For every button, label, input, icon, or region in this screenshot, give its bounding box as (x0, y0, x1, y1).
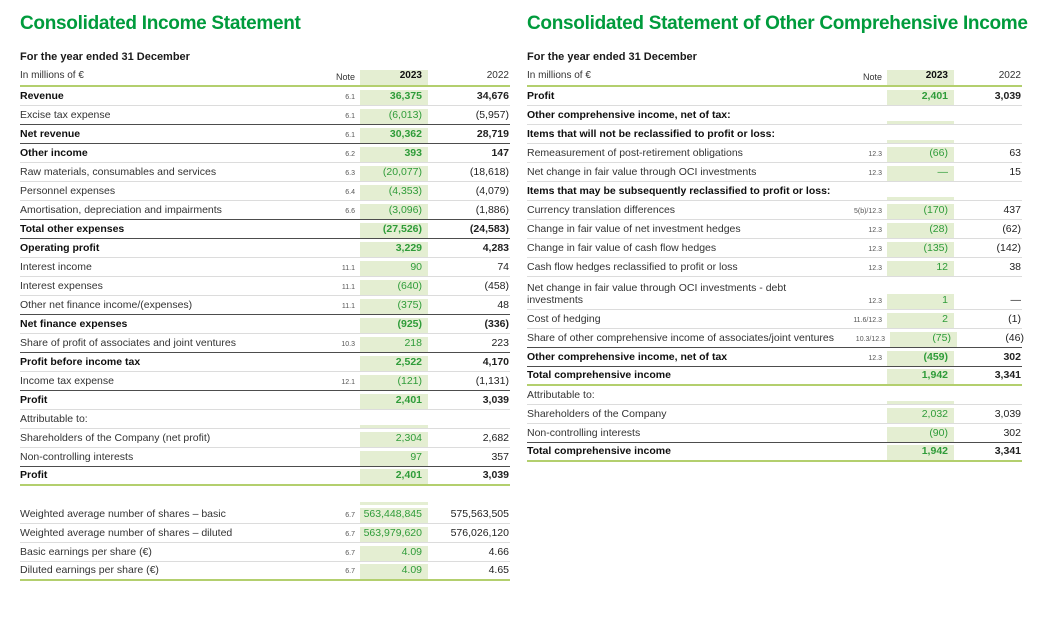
row-label: Attributable to: (527, 389, 595, 401)
table-header-row (527, 69, 1022, 87)
row-label: Weighted average number of shares – basic (20, 508, 226, 520)
value-2022 (954, 401, 1022, 404)
value-2022: (1,886) (475, 204, 509, 216)
row-label: Shareholders of the Company (527, 408, 667, 420)
table-header-row (20, 69, 510, 87)
value-2023: (6,013) (360, 109, 428, 124)
row-label: Share of other comprehensive income of associates/joint ventures (527, 332, 834, 344)
value-2022: 223 (491, 337, 509, 349)
row-label: Total other expenses (20, 223, 125, 235)
row-label: Personnel expenses (20, 185, 116, 197)
value-2022: 576,026,120 (450, 527, 509, 539)
table-row (527, 220, 1022, 239)
value-2022: 3,341 (994, 369, 1021, 381)
row-note: 5(b)/12.3 (853, 208, 882, 215)
row-note: 12.3 (868, 265, 882, 272)
row-label: Other comprehensive income, net of tax: (527, 109, 731, 121)
row-note (831, 457, 887, 460)
row-label: Profit before income tax (20, 356, 141, 368)
value-2023 (887, 401, 954, 404)
value-2022: 15 (1009, 166, 1021, 178)
table-row (20, 467, 510, 486)
table-row (527, 443, 1022, 462)
table-row (20, 144, 510, 163)
row-note (316, 463, 360, 466)
row-note: 6.7 (345, 568, 355, 575)
value-2022: 4,170 (482, 356, 509, 368)
column-header-unit: In millions of € (20, 70, 84, 81)
value-2022: 63 (1009, 147, 1021, 159)
value-2022: (5,957) (475, 109, 509, 121)
value-2023: (3,096) (360, 204, 428, 219)
row-label: Profit (20, 469, 48, 481)
value-2022: (46) (1005, 332, 1024, 344)
table-row (20, 505, 510, 524)
value-2023: (66) (887, 147, 954, 162)
value-2023: (459) (887, 351, 954, 366)
table-row (20, 239, 510, 258)
row-label: Amortisation, depreciation and impairments (20, 204, 222, 216)
column-header-note: Note (335, 72, 355, 82)
row-label: Total comprehensive income (527, 369, 671, 381)
value-2022: 4.66 (488, 546, 509, 558)
value-2023: 12 (887, 261, 954, 276)
comprehensive-income-section (527, 13, 1028, 462)
row-note (316, 254, 360, 257)
row-label: Net finance expenses (20, 318, 128, 330)
column-header-note: Note (862, 72, 882, 82)
row-label: Non-controlling interests (20, 451, 134, 463)
column-header-2022: 2022 (998, 70, 1021, 81)
value-2023: (925) (360, 318, 428, 333)
value-2022: — (1010, 294, 1021, 306)
value-2023: 30,362 (360, 128, 428, 143)
value-2023: 90 (360, 261, 428, 276)
value-2023: 4.09 (360, 546, 428, 561)
value-2022: 34,676 (476, 90, 509, 102)
value-2022: (458) (484, 280, 509, 292)
value-2023: (121) (360, 375, 428, 390)
table-row (20, 353, 510, 372)
row-note: 12.3 (868, 355, 882, 362)
row-label: Net revenue (20, 128, 81, 140)
table-row (527, 258, 1022, 277)
table-row (20, 106, 510, 125)
value-2023 (360, 425, 428, 428)
value-2023: 97 (360, 451, 428, 466)
table-row (527, 348, 1022, 367)
column-header-2023: 2023 (360, 70, 428, 85)
table-row (20, 524, 510, 543)
row-label: Interest expenses (20, 280, 103, 292)
row-note (316, 406, 360, 409)
table-row (527, 125, 1022, 144)
value-2022: (336) (484, 318, 509, 330)
row-label: Operating profit (20, 242, 100, 254)
table-row (20, 315, 510, 334)
table-row (20, 296, 510, 315)
value-2022: 3,039 (994, 90, 1021, 102)
row-note: 6.1 (345, 132, 355, 139)
value-2023: 2,401 (360, 469, 428, 484)
row-note: 12.3 (868, 227, 882, 234)
row-label: Net change in fair value through OCI investments (527, 166, 757, 178)
row-note (831, 121, 887, 124)
table-row (527, 87, 1022, 106)
column-header-2023: 2023 (887, 70, 954, 85)
row-note (316, 481, 360, 484)
value-2023: 2,522 (360, 356, 428, 371)
value-2023: 218 (360, 337, 428, 352)
row-note (316, 425, 360, 428)
table-row (20, 391, 510, 410)
value-2023: 36,375 (360, 90, 428, 105)
value-2022: 28,719 (476, 128, 509, 140)
row-label: Other net finance income/(expenses) (20, 299, 193, 311)
row-note (316, 235, 360, 238)
value-2023: (4,353) (360, 185, 428, 200)
row-note: 10.3 (341, 341, 355, 348)
value-2023: 393 (360, 147, 428, 162)
value-2023: (27,526) (360, 223, 428, 238)
row-note: 11.6/12.3 (853, 317, 882, 324)
row-note: 12.1 (341, 379, 355, 386)
row-note: 11.1 (341, 303, 355, 310)
row-note: 6.7 (345, 512, 355, 519)
table-row (20, 163, 510, 182)
row-note: 11.1 (341, 265, 355, 272)
table-row (20, 125, 510, 144)
statement-title: Consolidated Income Statement (20, 13, 301, 34)
row-label: Diluted earnings per share (€) (20, 564, 159, 576)
row-label: Non-controlling interests (527, 427, 641, 439)
value-2023: 1,942 (887, 445, 954, 460)
table-row (20, 277, 510, 296)
table-row (20, 201, 510, 220)
row-note: 6.7 (345, 531, 355, 538)
row-note: 6.1 (345, 113, 355, 120)
row-note (316, 330, 360, 333)
row-note (831, 197, 887, 200)
value-2022 (954, 121, 1022, 124)
table-row (527, 144, 1022, 163)
table-row (20, 448, 510, 467)
value-2023: 2,304 (360, 432, 428, 447)
row-note: 6.1 (345, 94, 355, 101)
value-2022: (4,079) (475, 185, 509, 197)
row-note: 6.2 (345, 151, 355, 158)
value-2022: 3,039 (994, 408, 1021, 420)
row-label: Attributable to: (20, 413, 88, 425)
value-2022: (1) (1008, 313, 1021, 325)
table-row (527, 424, 1022, 443)
row-note: 6.4 (345, 189, 355, 196)
row-label: Other income (20, 147, 88, 159)
table-row (20, 562, 510, 581)
value-2023: (135) (887, 242, 954, 257)
row-label: Basic earnings per share (€) (20, 546, 152, 558)
row-note (831, 381, 887, 384)
value-2023: — (887, 166, 954, 181)
row-note (831, 401, 887, 404)
value-2023: 1,942 (887, 369, 954, 384)
value-2023: (170) (887, 204, 954, 219)
value-2022: (24,583) (469, 223, 509, 235)
income-statement-section (20, 13, 510, 581)
value-2022: (18,618) (469, 166, 509, 178)
value-2022: 74 (497, 261, 509, 273)
table-row (20, 87, 510, 106)
row-label: Interest income (20, 261, 92, 273)
value-2023: (375) (360, 299, 428, 314)
value-2022: 38 (1009, 261, 1021, 273)
table-row (20, 410, 510, 429)
value-2022 (428, 425, 510, 428)
column-header-2022: 2022 (486, 70, 509, 81)
row-label: Income tax expense (20, 375, 114, 387)
row-note: 12.3 (868, 246, 882, 253)
value-2023 (887, 197, 954, 200)
value-2023: 563,979,620 (360, 527, 428, 542)
row-label: Items that may be subsequently reclassified to profit or loss: (527, 185, 831, 197)
value-2022: (1,131) (475, 375, 509, 387)
value-2023 (887, 121, 954, 124)
value-2022: 302 (1003, 351, 1021, 363)
value-2023: 2,032 (887, 408, 954, 423)
row-label: Other comprehensive income, net of tax (527, 351, 728, 363)
table-row (527, 310, 1022, 329)
row-label: Total comprehensive income (527, 445, 671, 457)
table-row (527, 201, 1022, 220)
table-row (20, 429, 510, 448)
row-note: 6.7 (345, 550, 355, 557)
financial-table (527, 69, 1022, 462)
value-2022: 437 (1003, 204, 1021, 216)
row-note: 6.3 (345, 170, 355, 177)
table-row (527, 277, 1022, 310)
row-label: Profit (527, 90, 555, 102)
value-2023: 3,229 (360, 242, 428, 257)
row-note: 12.3 (868, 170, 882, 177)
row-label: Excise tax expense (20, 109, 111, 121)
table-body (20, 87, 510, 581)
row-label: Share of profit of associates and joint ventures (20, 337, 236, 349)
value-2023: (75) (890, 332, 957, 347)
value-2023: 2,401 (360, 394, 428, 409)
value-2023: 4.09 (360, 564, 428, 579)
value-2022: 4,283 (482, 242, 509, 254)
row-label: Weighted average number of shares – diluted (20, 527, 233, 539)
column-header-unit: In millions of € (527, 70, 591, 81)
value-2022: (142) (996, 242, 1021, 254)
statement-subtitle: For the year ended 31 December (20, 51, 190, 63)
value-2022 (954, 197, 1022, 200)
table-row (527, 367, 1022, 386)
row-label: Remeasurement of post-retirement obligations (527, 147, 743, 159)
row-label: Revenue (20, 90, 64, 102)
value-2023: (28) (887, 223, 954, 238)
value-2022: 4.65 (488, 564, 509, 576)
table-row (20, 258, 510, 277)
row-label: Shareholders of the Company (net profit) (20, 432, 211, 444)
row-note (831, 102, 887, 105)
value-2022: 575,563,505 (450, 508, 509, 520)
row-label: Raw materials, consumables and services (20, 166, 217, 178)
financial-table (20, 69, 510, 581)
value-2022: (62) (1002, 223, 1021, 235)
table-row (20, 486, 510, 505)
row-note: 12.3 (868, 151, 882, 158)
row-note (316, 368, 360, 371)
table-row (20, 543, 510, 562)
value-2023: 563,448,845 (360, 508, 428, 523)
table-row (527, 182, 1022, 201)
row-note (316, 444, 360, 447)
table-body (527, 87, 1022, 462)
value-2022: 3,039 (482, 469, 509, 481)
table-row (527, 386, 1022, 405)
value-2023: 1 (887, 294, 954, 309)
value-2022: 302 (1003, 427, 1021, 439)
value-2023 (887, 140, 954, 143)
table-row (20, 182, 510, 201)
row-note: 10.3/12.3 (855, 336, 885, 343)
table-row (20, 372, 510, 391)
table-row (20, 220, 510, 239)
value-2023: 2,401 (887, 90, 954, 105)
value-2023 (360, 502, 428, 505)
value-2022: 48 (497, 299, 509, 311)
row-note: 11.1 (341, 284, 355, 291)
value-2022: 357 (491, 451, 509, 463)
row-label: Cash flow hedges reclassified to profit or loss (527, 261, 738, 273)
value-2022: 3,039 (482, 394, 509, 406)
table-row (527, 405, 1022, 424)
row-note (831, 439, 887, 442)
row-note (831, 420, 887, 423)
row-label: Items that will not be reclassified to profit or loss: (527, 128, 775, 140)
value-2022 (954, 140, 1022, 143)
value-2022: 147 (491, 147, 509, 159)
value-2023: (90) (887, 427, 954, 442)
row-note (831, 140, 887, 143)
table-row (527, 163, 1022, 182)
value-2022: 3,341 (994, 445, 1021, 457)
table-row (527, 106, 1022, 125)
table-row (20, 334, 510, 353)
table-row (527, 329, 1022, 348)
row-note: 6.6 (345, 208, 355, 215)
value-2023: (20,077) (360, 166, 428, 181)
statement-subtitle: For the year ended 31 December (527, 51, 697, 63)
statement-title: Consolidated Statement of Other Comprehensive Income (527, 13, 1028, 34)
row-label: Change in fair value of net investment hedges (527, 223, 741, 235)
row-label: Currency translation differences (527, 204, 676, 216)
value-2022: 2,682 (482, 432, 509, 444)
table-row (527, 239, 1022, 258)
row-label: Net change in fair value through OCI investments - debt investments (527, 282, 787, 306)
row-label: Profit (20, 394, 48, 406)
row-note: 12.3 (868, 298, 882, 305)
row-label: Change in fair value of cash flow hedges (527, 242, 717, 254)
value-2023: 2 (887, 313, 954, 328)
row-label: Cost of hedging (527, 313, 601, 325)
value-2023: (640) (360, 280, 428, 295)
